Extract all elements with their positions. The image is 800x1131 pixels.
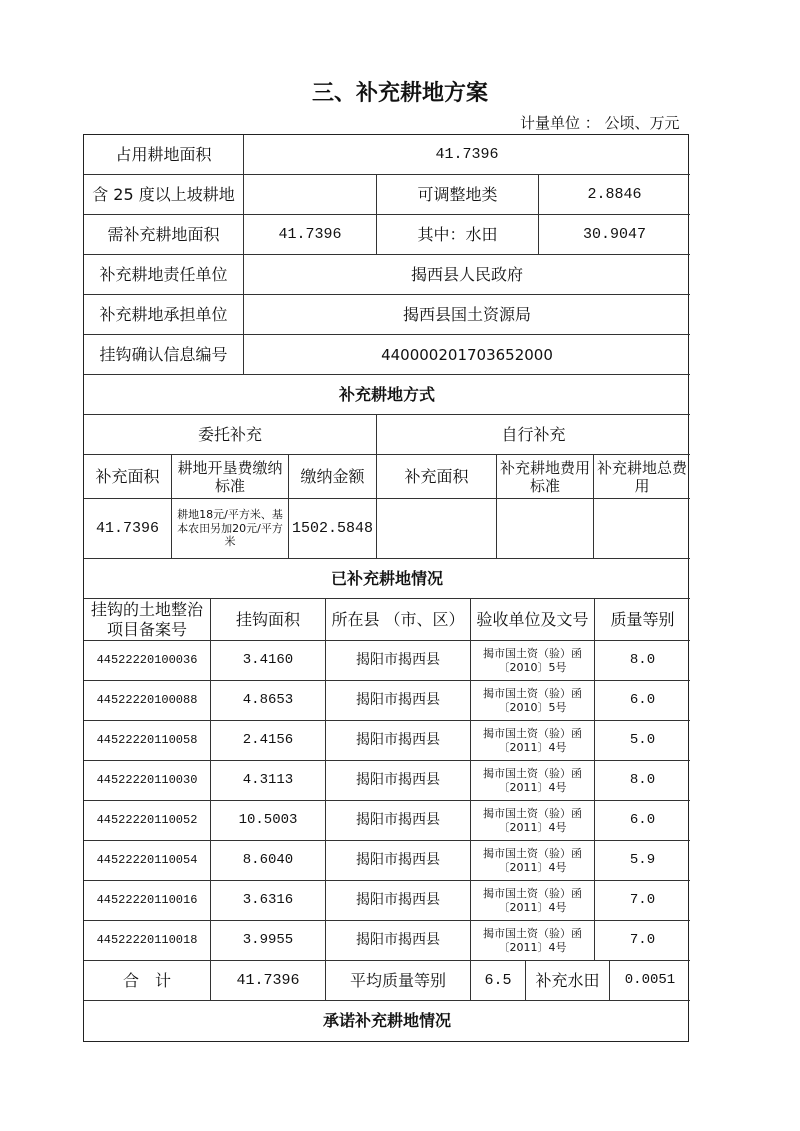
row-doc: 揭市国土资（验）函〔2011〕4号 xyxy=(471,841,595,881)
slope-value xyxy=(244,175,377,215)
row-county: 揭阳市揭西县 xyxy=(326,921,471,961)
row-area: 3.9955 xyxy=(211,921,326,961)
row-grade: 6.0 xyxy=(595,681,690,721)
col-area: 补充面积 xyxy=(84,455,172,499)
row-county: 揭阳市揭西县 xyxy=(326,761,471,801)
col-self-total: 补充耕地总费用 xyxy=(594,455,690,499)
unit-note: 计量单位 ： 公顷、万元 xyxy=(520,114,680,132)
need-value: 41.7396 xyxy=(244,215,377,255)
row-area: 8.6040 xyxy=(211,841,326,881)
row-county: 揭阳市揭西县 xyxy=(326,721,471,761)
supplement-table xyxy=(83,134,689,1042)
row-county: 揭阳市揭西县 xyxy=(326,681,471,721)
row-area: 3.4160 xyxy=(211,641,326,681)
self-label: 自行补充 xyxy=(377,415,690,455)
row-code: 44522220110058 xyxy=(84,721,211,761)
done-header-doc: 验收单位及文号 xyxy=(471,599,595,641)
row-county: 揭阳市揭西县 xyxy=(326,641,471,681)
row-doc: 揭市国土资（验）函〔2011〕4号 xyxy=(471,801,595,841)
col-self-area: 补充面积 xyxy=(377,455,497,499)
slope-label: 含 25 度以上坡耕地 xyxy=(84,175,244,215)
done-header-grade: 质量等别 xyxy=(595,599,690,641)
row-grade: 7.0 xyxy=(595,881,690,921)
adjustable-label: 可调整地类 xyxy=(377,175,539,215)
resp-value: 揭西县人民政府 xyxy=(244,255,690,295)
paddy-value: 30.9047 xyxy=(539,215,690,255)
resp-label: 补充耕地责任单位 xyxy=(84,255,244,295)
paddy-label: 其中：水田 xyxy=(377,215,539,255)
row-code: 44522220110018 xyxy=(84,921,211,961)
row-code: 44522220100036 xyxy=(84,641,211,681)
val-self-area xyxy=(377,499,497,559)
entrust-label: 委托补充 xyxy=(84,415,377,455)
row-grade: 5.9 xyxy=(595,841,690,881)
row-doc: 揭市国土资（验）函〔2011〕4号 xyxy=(471,721,595,761)
row-area: 10.5003 xyxy=(211,801,326,841)
row-code: 44522220110016 xyxy=(84,881,211,921)
val-fee-std: 耕地18元/平方米、基本农田另加20元/平方米 xyxy=(172,499,289,559)
avg-value: 6.5 xyxy=(471,961,526,1001)
row-area: 2.4156 xyxy=(211,721,326,761)
val-self-total xyxy=(594,499,690,559)
total-area: 41.7396 xyxy=(211,961,326,1001)
done-header-code: 挂钩的土地整治项目备案号 xyxy=(84,599,211,641)
page-title: 三、补充耕地方案 xyxy=(311,80,488,106)
row-grade: 8.0 xyxy=(595,761,690,801)
row-doc: 揭市国土资（验）函〔2011〕4号 xyxy=(471,761,595,801)
row-code: 44522220110052 xyxy=(84,801,211,841)
row-grade: 8.0 xyxy=(595,641,690,681)
avg-label: 平均质量等别 xyxy=(326,961,471,1001)
val-amount: 1502.5848 xyxy=(289,499,377,559)
row-area: 3.6316 xyxy=(211,881,326,921)
val-area: 41.7396 xyxy=(84,499,172,559)
row-doc: 揭市国土资（验）函〔2011〕4号 xyxy=(471,881,595,921)
total-label: 合 计 xyxy=(84,961,211,1001)
done-heading: 已补充耕地情况 xyxy=(84,559,690,599)
promise-heading: 承诺补充耕地情况 xyxy=(322,1011,451,1031)
row-code: 44522220110030 xyxy=(84,761,211,801)
row-county: 揭阳市揭西县 xyxy=(326,801,471,841)
row-doc: 揭市国土资（验）函〔2010〕5号 xyxy=(471,641,595,681)
adjustable-value: 2.8846 xyxy=(539,175,690,215)
hook-value: 440000201703652000 xyxy=(244,335,690,375)
bearer-label: 补充耕地承担单位 xyxy=(84,295,244,335)
occupied-value: 41.7396 xyxy=(244,135,690,175)
col-fee-std: 耕地开垦费缴纳标准 xyxy=(172,455,289,499)
occupied-label: 占用耕地面积 xyxy=(84,135,244,175)
row-doc: 揭市国土资（验）函〔2010〕5号 xyxy=(471,681,595,721)
done-paddy-label: 补充水田 xyxy=(526,961,610,1001)
row-grade: 7.0 xyxy=(595,921,690,961)
done-paddy-value: 0.0051 xyxy=(610,961,690,1001)
done-header-county: 所在县 （市、区） xyxy=(326,599,471,641)
row-doc: 揭市国土资（验）函〔2011〕4号 xyxy=(471,921,595,961)
row-county: 揭阳市揭西县 xyxy=(326,881,471,921)
need-label: 需补充耕地面积 xyxy=(84,215,244,255)
bearer-value: 揭西县国土资源局 xyxy=(244,295,690,335)
row-grade: 6.0 xyxy=(595,801,690,841)
done-header-area: 挂钩面积 xyxy=(211,599,326,641)
col-amount: 缴纳金额 xyxy=(289,455,377,499)
val-self-std xyxy=(497,499,594,559)
hook-label: 挂钩确认信息编号 xyxy=(84,335,244,375)
row-area: 4.8653 xyxy=(211,681,326,721)
row-grade: 5.0 xyxy=(595,721,690,761)
row-county: 揭阳市揭西县 xyxy=(326,841,471,881)
col-self-std: 补充耕地费用标准 xyxy=(497,455,594,499)
row-area: 4.3113 xyxy=(211,761,326,801)
row-code: 44522220110054 xyxy=(84,841,211,881)
row-code: 44522220100088 xyxy=(84,681,211,721)
method-heading: 补充耕地方式 xyxy=(84,375,690,415)
